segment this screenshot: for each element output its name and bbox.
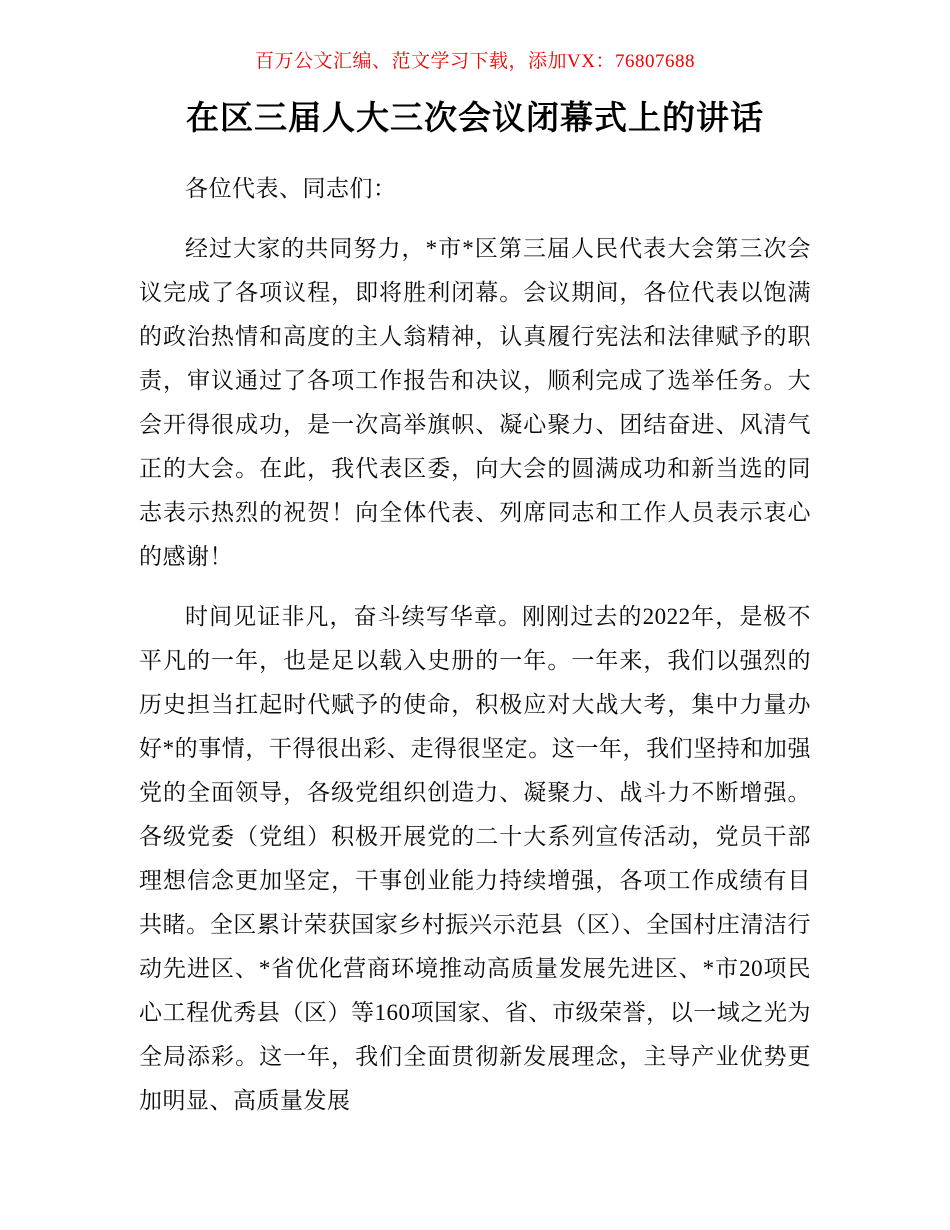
paragraph-opening: 经过大家的共同努力，*市*区第三届人民代表大会第三次会议完成了各项议程，即将胜利闭幕。会议期间，各位代表以饱满的政治热情和高度的主人翁精神，认真履行宪法和法律赋予的职责，审议通过了各项工作报告和决议，顺利完成了选举任务。大会开得很成功，是一次高举旗帜、凝心聚力、团结奋进、风清气正的大会。在此，我代表区委，向大会的圆满成功和新当选的同志表示热烈的祝贺！向全体代表、列席同志和工作人员表示衷心的感谢！ <box>139 236 811 569</box>
document-title: 在区三届人大三次会议闭幕式上的讲话 <box>186 101 764 137</box>
document-body <box>139 167 811 1123</box>
watermark-notice: 百万公文汇编、范文学习下载，添加VX：76807688 <box>255 51 695 72</box>
paragraph-review-2022: 时间见证非凡，奋斗续写华章。刚刚过去的2022年，是极不平凡的一年，也是足以载入史册的一年。一年来，我们以强烈的历史担当扛起时代赋予的使命，积极应对大战大考，集中力量办好*的事情，干得很出彩、走得很坚定。这一年，我们坚持和加强党的全面领导，各级党组织创造力、凝聚力、战斗力不断增强。各级党委（党组）积极开展党的二十大系列宣传活动，党员干部理想信念更加坚定，干事创业能力持续增强，各项工作成绩有目共睹。全区累计荣获国家乡村振兴示范县（区）、全国村庄清洁行动先进区、*省优化营商环境推动高质量发展先进区、*市20项民心工程优秀县（区）等160项国家、省、市级荣誉，以一域之光为全局添彩。这一年，我们全面贯彻新发展理念，主导产业优势更加明显、高质量发展 <box>139 604 811 1113</box>
paragraph-salutation: 各位代表、同志们： <box>185 176 397 201</box>
